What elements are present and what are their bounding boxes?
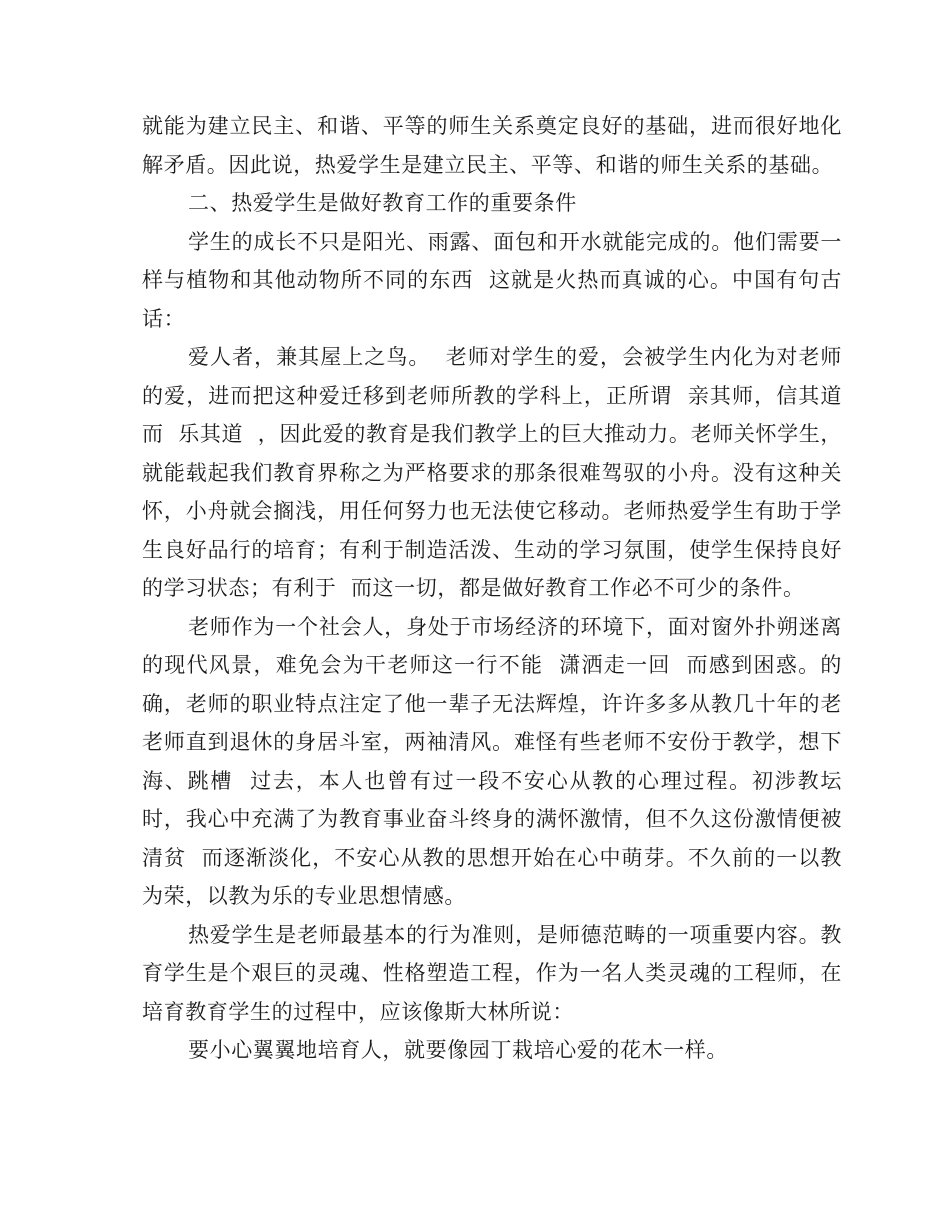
- paragraph-continuation: 就能为建立民主、和谐、平等的师生关系奠定良好的基础，进而很好地化解矛盾。因此说，热爱学生是建立民主、平等、和谐的师生关系的基础。: [142, 114, 842, 177]
- paragraph-teacher-as-social-person: 老师作为一个社会人，身处于市场经济的环境下，面对窗外扑朔迷离的现代风景，难免会为干老师这一行不能 潇洒走一回 而感到困惑。的确，老师的职业特点注定了他一辈子无法辉煌，许许多多从教几十年的老老师直到退休的身居斗室，两袖清风。难怪有些老师不安份于教学，想下海、跳槽 过去，本人也曾有过一段不安心从教的心理过程。初涉教坛时，我心中充满了为教育事业奋斗终身的满怀激情，但不久这份激情便被 清贫 而逐渐淡化，不安心从教的思想开始在心中萌芽。不久前的一以教为荣，以教为乐的专业思想情感。: [142, 614, 857, 908]
- paragraph-love-of-teacher: 爱人者，兼其屋上之鸟。 老师对学生的爱，会被学生内化为对老师的爱，进而把这种爱迁移到老师所教的学科上，正所谓 亲其师，信其道 而 乐其道 ，因此爱的教育是我们教学上的巨大推动力。老师关怀学生，就能载起我们教育界称之为严格要求的那条很难驾驭的小舟。没有这种关怀，小舟就会搁浅，用任何努力也无法使它移动。老师热爱学生有助于学生良好品行的培育；有利于制造活泼、生动的学习氛围，使学生保持良好的学习状态；有利于 而这一切，都是做好教育工作必不可少的条件。: [142, 345, 857, 600]
- paragraph-stalin-quote: 要小心翼翼地培育人，就要像园丁栽培心爱的花木一样。: [188, 1038, 728, 1062]
- document-body: [142, 107, 857, 1070]
- paragraph-student-growth: 学生的成长不只是阳光、雨露、面包和开水就能完成的。他们需要一样与植物和其他动物所不同的东西 这就是火热而真诚的心。中国有句古话：: [142, 229, 842, 331]
- paragraph-code-of-conduct: 热爱学生是老师最基本的行为准则，是师德范畴的一项重要内容。教育学生是个艰巨的灵魂、性格塑造工程，作为一名人类灵魂的工程师，在培育教育学生的过程中，应该像斯大林所说：: [142, 922, 842, 1024]
- section-heading: 二、热爱学生是做好教育工作的重要条件: [188, 191, 577, 215]
